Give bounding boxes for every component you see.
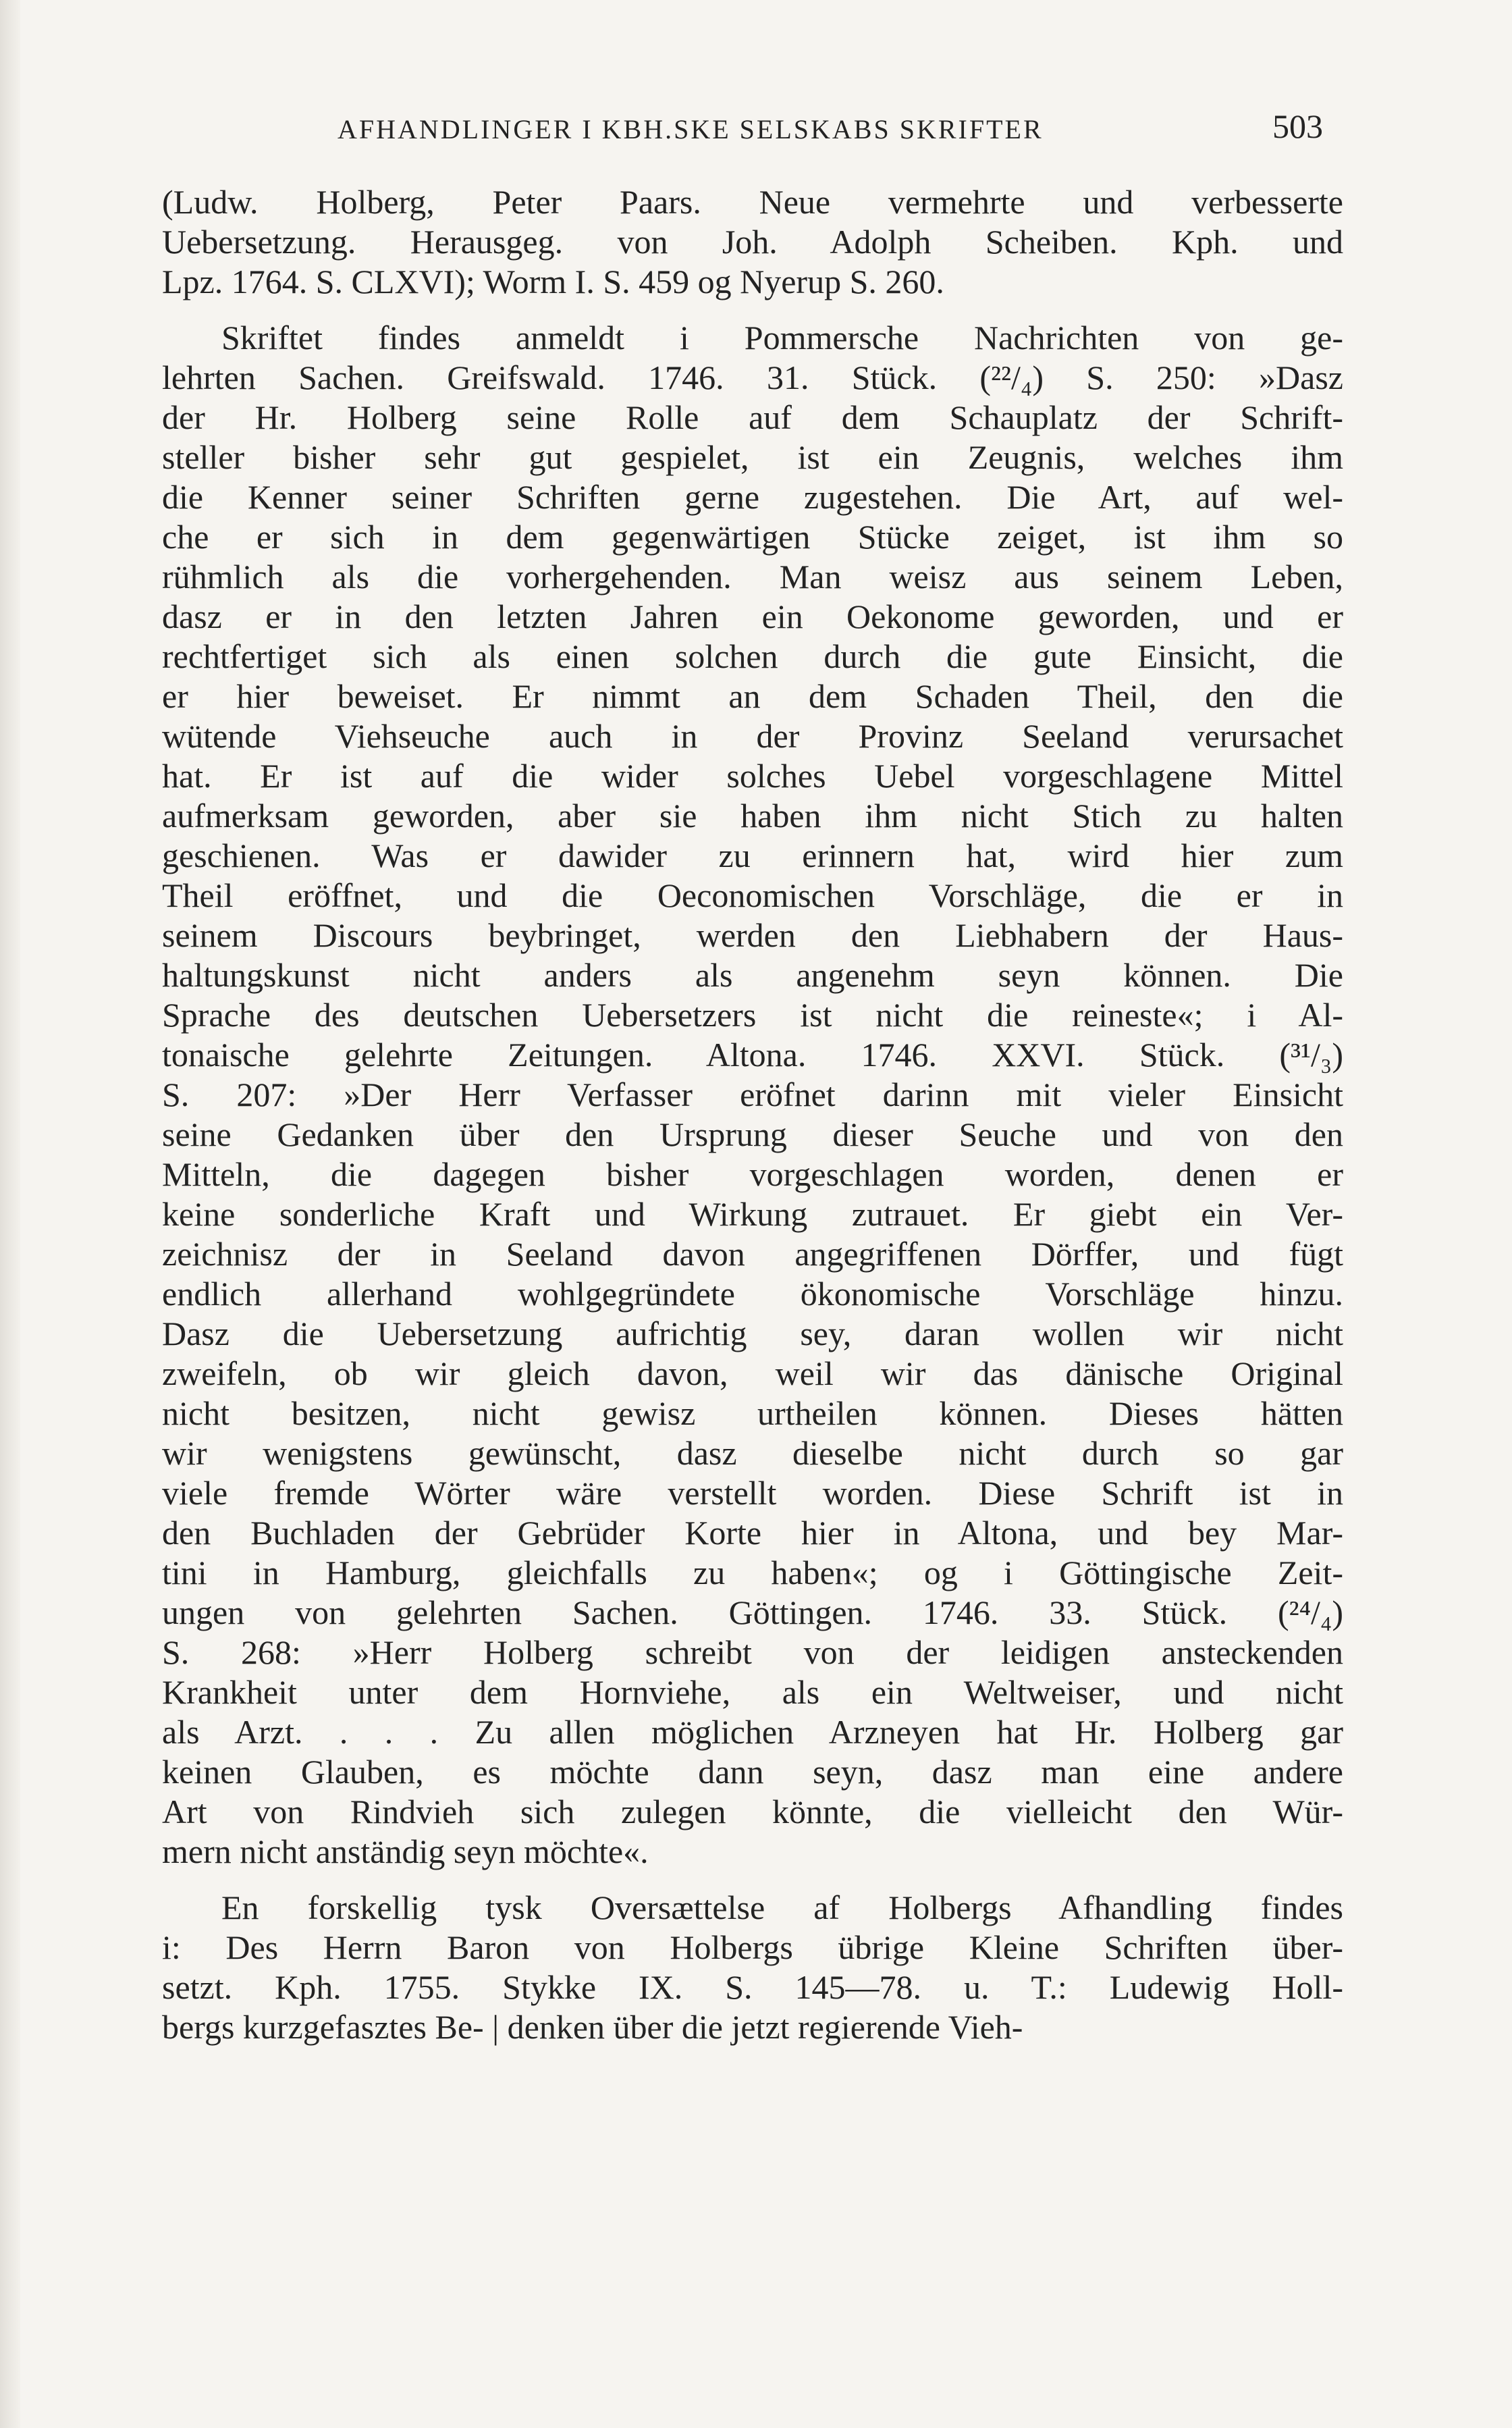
text-line: als Arzt. . . . Zu allen möglichen Arzneyen hat Hr. Holberg gar [162, 1713, 1343, 1751]
text-line: viele fremde Wörter wäre verstellt worden. Diese Schrift ist in [162, 1474, 1343, 1512]
text-line: (Ludw. Holberg, Peter Paars. Neue vermehrte und verbesserte [162, 183, 1343, 221]
scan-spine-shadow [0, 0, 20, 2428]
text-line: S. 207: »Der Herr Verfasser eröfnet darinn mit vieler Einsicht [162, 1076, 1343, 1113]
text-line: i: Des Herrn Baron von Holbergs übrige Kleine Schriften über- [162, 1928, 1343, 1966]
paragraph [162, 182, 1343, 302]
text-line: die Kenner seiner Schriften gerne zugestehen. Die Art, auf wel- [162, 478, 1343, 516]
text-line: S. 268: »Herr Holberg schreibt von der leidigen ansteckenden [162, 1633, 1343, 1671]
text-line: Theil eröffnet, und die Oeconomischen Vorschläge, die er in [162, 876, 1343, 914]
text-line: den Buchladen der Gebrüder Korte hier in Altona, und bey Mar- [162, 1514, 1343, 1552]
text-line: dasz er in den letzten Jahren ein Oekonome geworden, und er [162, 598, 1343, 635]
text-line: tini in Hamburg, gleichfalls zu haben«; og i Göttingische Zeit- [162, 1554, 1343, 1591]
text-line: keinen Glauben, es möchte dann seyn, dasz man eine andere [162, 1753, 1343, 1791]
text-line: haltungskunst nicht anders als angenehm seyn können. Die [162, 956, 1343, 994]
text-line: endlich allerhand wohlgegründete ökonomische Vorschläge hinzu. [162, 1275, 1343, 1313]
text-line: geschienen. Was er dawider zu erinnern hat, wird hier zum [162, 837, 1343, 874]
text-line: zeichnisz der in Seeland davon angegriffenen Dörffer, und fügt [162, 1235, 1343, 1273]
paragraph [162, 318, 1343, 1872]
text-line: lehrten Sachen. Greifswald. 1746. 31. Stück. (²²/₄) S. 250: »Dasz [162, 359, 1343, 396]
text-line: er hier beweiset. Er nimmt an dem Schaden Theil, den die [162, 677, 1343, 715]
text-line: seine Gedanken über den Ursprung dieser Seuche und von den [162, 1115, 1343, 1153]
text-line: En forskellig tysk Oversættelse af Holbergs Afhandling findes [221, 1889, 1343, 1926]
text-line: rechtfertiget sich als einen solchen durch die gute Einsicht, die [162, 637, 1343, 675]
running-head: AFHANDLINGER I KBH.SKE SELSKABS SKRIFTER [338, 114, 1044, 144]
text-line: Krankheit unter dem Hornviehe, als ein Weltweiser, und nicht [162, 1673, 1343, 1711]
text-line: Art von Rindvieh sich zulegen könnte, die vielleicht den Wür- [162, 1793, 1343, 1830]
page-number: 503 [1272, 107, 1323, 145]
text-line: nicht besitzen, nicht gewisz urtheilen können. Dieses hätten [162, 1394, 1343, 1432]
paragraph [162, 1888, 1343, 2047]
text-line: ungen von gelehrten Sachen. Göttingen. 1746. 33. Stück. (²⁴/₄) [162, 1593, 1343, 1631]
text-line: Dasz die Uebersetzung aufrichtig sey, daran wollen wir nicht [162, 1315, 1343, 1352]
text-line: bergs kurzgefasztes Be- | denken über die jetzt regierende Vieh- [162, 2008, 1023, 2046]
text-line: Lpz. 1764. S. CLXVI); Worm I. S. 459 og Nyerup S. 260. [162, 263, 944, 300]
text-line: wütende Viehseuche auch in der Provinz Seeland verursachet [162, 717, 1343, 755]
text-line: Sprache des deutschen Uebersetzers ist nicht die reineste«; i Al- [162, 996, 1343, 1034]
text-line: Mitteln, die dagegen bisher vorgeschlagen worden, denen er [162, 1155, 1343, 1193]
text-line: keine sonderliche Kraft und Wirkung zutrauet. Er giebt ein Ver- [162, 1195, 1343, 1233]
text-line: wir wenigstens gewünscht, dasz dieselbe nicht durch so gar [162, 1434, 1343, 1472]
text-line: Uebersetzung. Herausgeg. von Joh. Adolph Scheiben. Kph. und [162, 223, 1343, 261]
text-line: zweifeln, ob wir gleich davon, weil wir das dänische Original [162, 1354, 1343, 1392]
text-line: tonaische gelehrte Zeitungen. Altona. 1746. XXVI. Stück. (³¹/₃) [162, 1036, 1343, 1074]
text-line: seinem Discours beybringet, werden den Liebhabern der Haus- [162, 916, 1343, 954]
text-line: rühmlich als die vorhergehenden. Man weisz aus seinem Leben, [162, 558, 1343, 596]
page-header [338, 107, 1323, 154]
page-body [162, 182, 1343, 2047]
text-line: aufmerksam geworden, aber sie haben ihm nicht Stich zu halten [162, 797, 1343, 835]
text-line: che er sich in dem gegenwärtigen Stücke zeiget, ist ihm so [162, 518, 1343, 556]
text-line: steller bisher sehr gut gespielet, ist ein Zeugnis, welches ihm [162, 438, 1343, 476]
text-line: mern nicht anständig seyn möchte«. [162, 1832, 649, 1870]
text-line: der Hr. Holberg seine Rolle auf dem Schauplatz der Schrift- [162, 398, 1343, 436]
text-line: hat. Er ist auf die wider solches Uebel vorgeschlagene Mittel [162, 757, 1343, 795]
text-line: Skriftet findes anmeldt i Pommersche Nachrichten von ge- [221, 319, 1343, 357]
text-line: setzt. Kph. 1755. Stykke IX. S. 145—78. u. T.: Ludewig Holl- [162, 1968, 1343, 2006]
